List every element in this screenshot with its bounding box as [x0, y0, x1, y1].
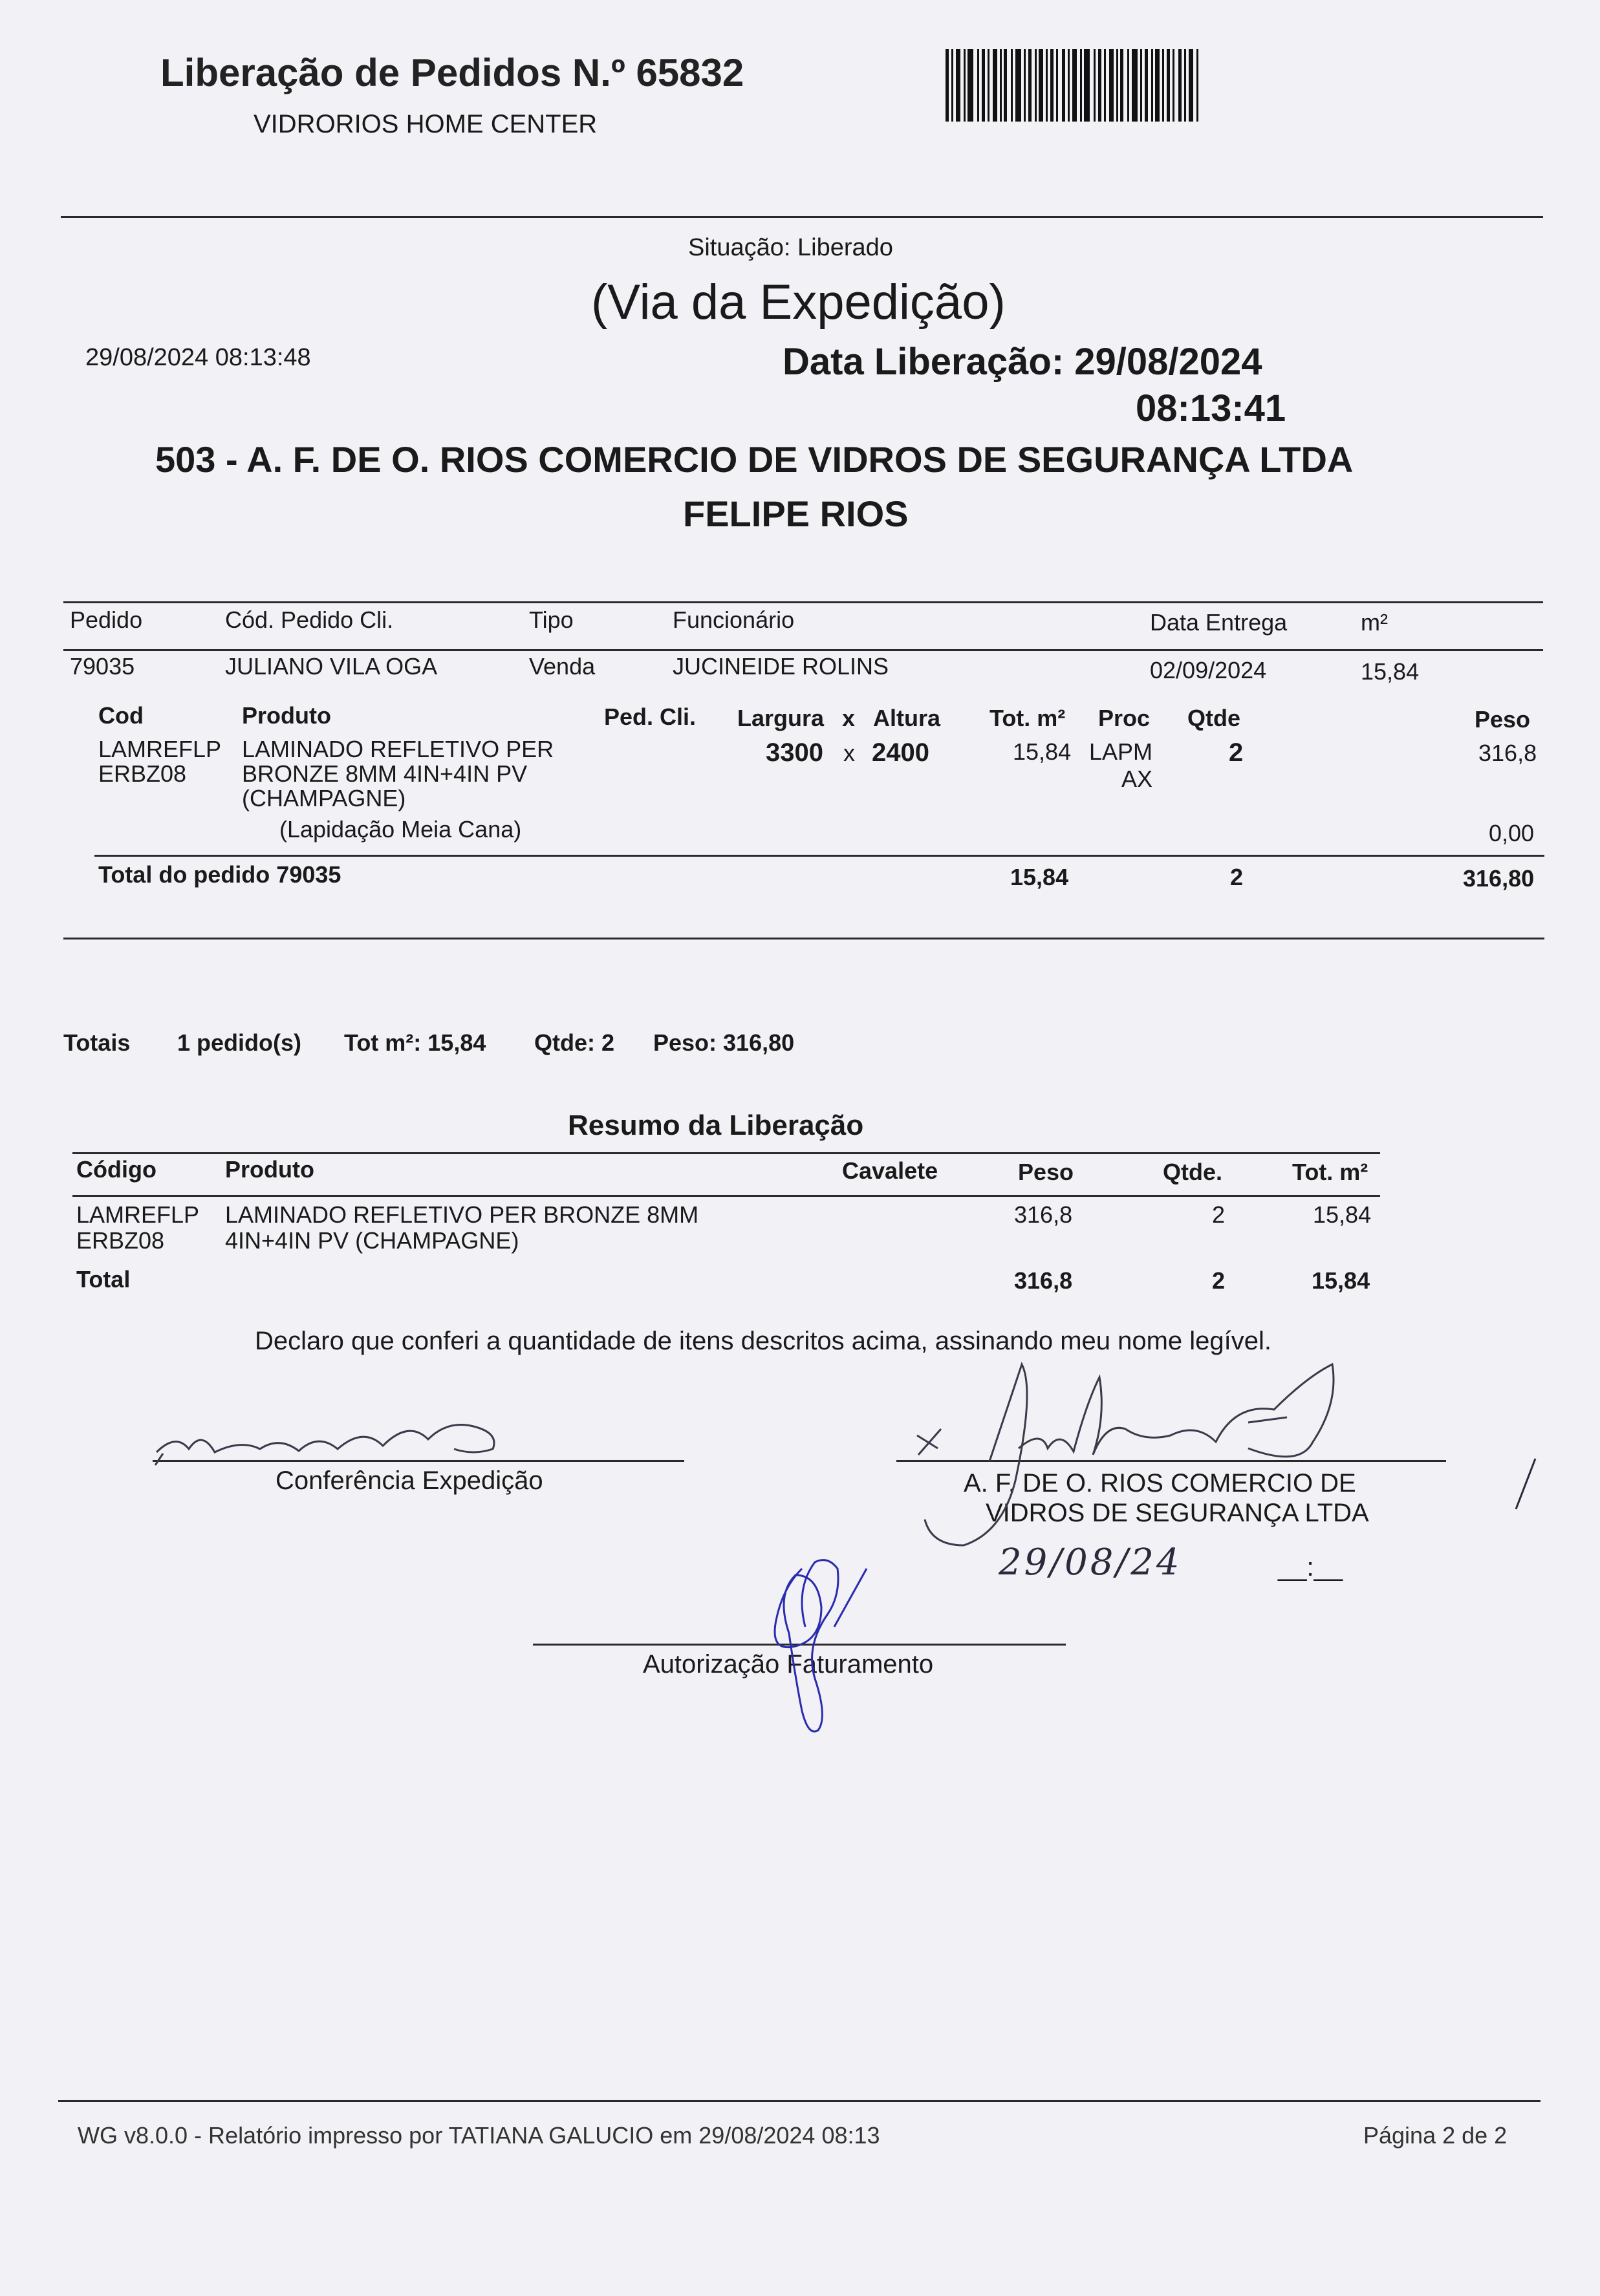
time-blank: __:__: [1278, 1553, 1343, 1582]
summary-totm2: 15,84: [1313, 1201, 1372, 1228]
item-altura: 2400: [872, 738, 929, 767]
pen-mark: [1509, 1455, 1542, 1513]
summary-title: Resumo da Liberação: [568, 1110, 864, 1141]
barcode: [944, 49, 1203, 123]
document-title: Liberação de Pedidos N.º 65832: [160, 51, 744, 94]
summary-col-produto: Produto: [225, 1156, 314, 1183]
items-col-qtde: Qtde: [1187, 705, 1241, 731]
order-m2: 15,84: [1361, 658, 1420, 685]
summary-code-line2: ERBZ08: [76, 1227, 165, 1254]
summary-col-codigo: Código: [76, 1156, 157, 1183]
col-data-entrega: Data Entrega: [1150, 609, 1288, 636]
page-number: Página 2 de 2: [1363, 2122, 1508, 2149]
items-col-pedcli: Ped. Cli.: [604, 703, 697, 730]
signature-autorizacao: [757, 1549, 880, 1743]
company-name: VIDRORIOS HOME CENTER: [254, 110, 598, 138]
signature-conferencia: [150, 1413, 551, 1478]
item-peso-finishing: 0,00: [1489, 820, 1535, 846]
col-pedido: Pedido: [70, 606, 143, 633]
summary-total-qtde: 2: [1212, 1267, 1226, 1294]
item-product-line1: LAMINADO REFLETIVO PER: [242, 736, 554, 762]
declaration-text: Declaro que conferi a quantidade de itens descritos acima, assinando meu nome legível.: [255, 1327, 1272, 1355]
summary-product-line1: LAMINADO REFLETIVO PER BRONZE 8MM: [225, 1201, 699, 1228]
col-m2: m²: [1361, 609, 1388, 636]
item-peso: 316,8: [1478, 740, 1537, 766]
item-product-line2: BRONZE 8MM 4IN+4IN PV: [242, 760, 528, 787]
item-x: x: [843, 740, 855, 766]
items-col-x: x: [842, 705, 856, 731]
item-totm2: 15,84: [1013, 738, 1072, 765]
totals-qtde: Qtde: 2: [534, 1029, 615, 1056]
items-col-cod: Cod: [98, 702, 144, 729]
order-number: 79035: [70, 653, 135, 680]
item-product-line3: (CHAMPAGNE): [242, 785, 406, 811]
client-contact: FELIPE RIOS: [683, 493, 909, 534]
items-col-proc: Proc: [1098, 705, 1151, 731]
summary-col-peso: Peso: [1018, 1159, 1074, 1185]
totals-label: Totais: [63, 1029, 131, 1056]
item-proc-line1: LAPM: [1089, 738, 1153, 765]
order-total-qtde: 2: [1230, 864, 1244, 890]
totals-orders: 1 pedido(s): [177, 1029, 302, 1056]
totals-peso: Peso: 316,80: [653, 1029, 795, 1056]
footer-text: WG v8.0.0 - Relatório impresso por TATIANA GALUCIO em 29/08/2024 08:13: [78, 2122, 880, 2149]
items-col-produto: Produto: [242, 702, 331, 729]
col-cod-pedido-cli: Cód. Pedido Cli.: [225, 606, 394, 633]
print-datetime: 29/08/2024 08:13:48: [85, 344, 311, 371]
item-code-line1: LAMREFLP: [98, 736, 222, 762]
summary-qtde: 2: [1212, 1201, 1226, 1228]
release-date: Data Liberação: 29/08/2024: [783, 341, 1262, 383]
summary-col-totm2: Tot. m²: [1292, 1159, 1368, 1185]
conferencia-label: Conferência Expedição: [276, 1466, 543, 1495]
order-total-label: Total do pedido 79035: [98, 861, 341, 888]
items-col-peso: Peso: [1475, 706, 1531, 733]
summary-col-cavalete: Cavalete: [842, 1157, 938, 1184]
order-employee: JUCINEIDE ROLINS: [673, 653, 889, 680]
summary-product-line2: 4IN+4IN PV (CHAMPAGNE): [225, 1227, 519, 1254]
items-col-largura: Largura: [737, 705, 825, 731]
order-type: Venda: [529, 653, 596, 680]
copy-type: (Via da Expedição): [591, 275, 1006, 330]
order-client-code: JULIANO VILA OGA: [225, 653, 438, 680]
summary-code-line1: LAMREFLP: [76, 1201, 200, 1228]
item-qtde: 2: [1229, 738, 1244, 767]
handwritten-date: 29/08/24: [999, 1541, 1182, 1583]
totals-m2: Tot m²: 15,84: [344, 1029, 486, 1056]
client-name: 503 - A. F. DE O. RIOS COMERCIO DE VIDROS DE SEGURANÇA LTDA: [155, 439, 1354, 480]
items-col-totm2: Tot. m²: [989, 705, 1066, 731]
signature-client: [912, 1351, 1352, 1558]
summary-col-qtde: Qtde.: [1163, 1159, 1223, 1185]
client-sign-line2: VIDROS DE SEGURANÇA LTDA: [986, 1499, 1369, 1527]
item-proc-line2: AX: [1121, 766, 1153, 792]
item-code-line2: ERBZ08: [98, 760, 187, 787]
summary-total-peso: 316,8: [1014, 1267, 1073, 1294]
client-sign-line1: A. F. DE O. RIOS COMERCIO DE: [964, 1469, 1356, 1497]
summary-total-m2: 15,84: [1312, 1267, 1370, 1294]
release-time: 08:13:41: [1136, 387, 1286, 429]
autorizacao-label: Autorização Faturamento: [643, 1650, 934, 1679]
summary-total-label: Total: [76, 1266, 131, 1293]
order-total-peso: 316,80: [1463, 865, 1535, 892]
order-total-m2: 15,84: [1010, 864, 1069, 890]
item-largura: 3300: [766, 738, 823, 767]
col-funcionario: Funcionário: [673, 606, 795, 633]
col-tipo: Tipo: [529, 606, 574, 633]
order-delivery-date: 02/09/2024: [1150, 657, 1267, 683]
status-text: Situação: Liberado: [688, 234, 893, 261]
item-finishing: (Lapidação Meia Cana): [279, 816, 522, 842]
items-col-altura: Altura: [873, 705, 941, 731]
summary-peso: 316,8: [1014, 1201, 1073, 1228]
